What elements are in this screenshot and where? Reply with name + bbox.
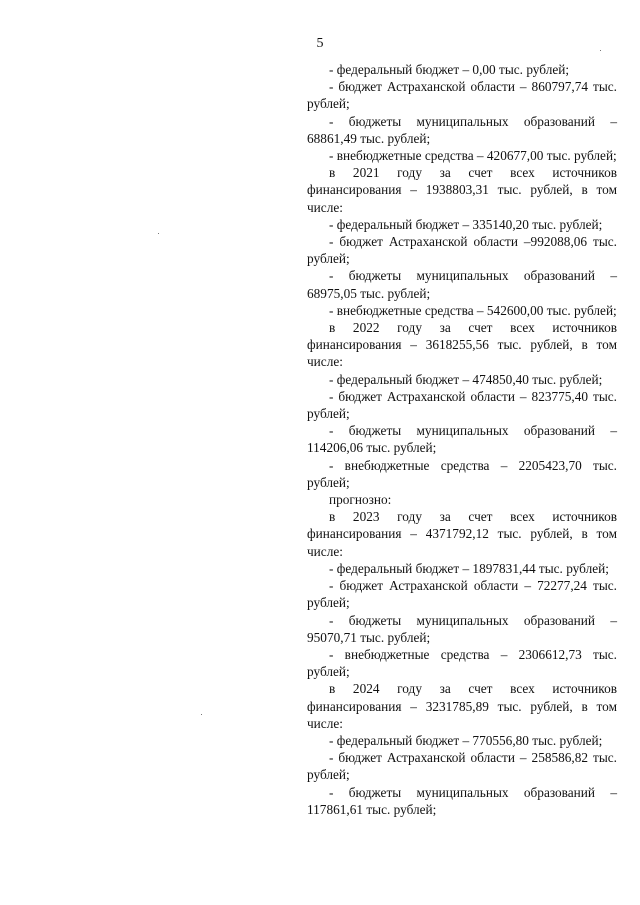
paragraph: - федеральный бюджет – 770556,80 тыс. рублей; [329,732,603,748]
paragraph: - бюджеты муниципальных образований – 68975,05 тыс. рублей; [307,268,617,301]
scan-speck [158,233,159,234]
page-number: 5 [316,36,324,51]
paragraph: - федеральный бюджет – 1897831,44 тыс. рублей; [329,560,609,576]
paragraph: - федеральный бюджет – 474850,40 тыс. рублей; [329,371,603,387]
paragraph: - федеральный бюджет – 335140,20 тыс. рублей; [329,216,603,232]
paragraph: - бюджет Астраханской области – 823775,40 тыс. рублей; [307,388,617,422]
paragraph: - внебюджетные средства – 542600,00 тыс. рублей; [329,302,617,318]
paragraph: - бюджет Астраханской области – 860797,74 тыс. рублей; [307,79,617,112]
paragraph: в 2023 году за счет всех источников финансирования – 4371792,12 тыс. рублей, в том числе: [307,509,617,559]
paragraph: в 2024 году за счет всех источников финансирования – 3231785,89 тыс. рублей, в том числе: [307,681,617,731]
paragraph: - федеральный бюджет – 0,00 тыс. рублей; [329,62,570,77]
paragraph: в 2022 году за счет всех источников финансирования – 3618255,56 тыс. рублей, в том числе: [307,320,617,370]
paragraph: - бюджеты муниципальных образований – 95070,71 тыс. рублей; [307,612,617,645]
paragraph: - бюджеты муниципальных образований – 114206,06 тыс. рублей; [307,423,617,456]
paragraph: - внебюджетные средства – 2205423,70 тыс. рублей; [307,457,617,490]
paragraph: - бюджет Астраханской области –992088,06 тыс. рублей; [307,234,617,267]
paragraph: - бюджеты муниципальных образований – 117861,61 тыс. рублей; [307,784,617,817]
paragraph: - внебюджетные средства – 420677,00 тыс. рублей; [329,148,617,164]
scan-speck [600,50,601,51]
paragraph: - бюджеты муниципальных образований – 68861,49 тыс. рублей; [307,113,617,146]
scan-speck [201,714,202,715]
paragraph: - бюджет Астраханской области – 258586,82 тыс. рублей; [307,750,617,783]
text-body [307,61,617,818]
paragraph: - бюджет Астраханской области – 72277,24 тыс. рублей; [307,578,617,611]
paragraph: - внебюджетные средства – 2306612,73 тыс. рублей; [307,646,617,680]
paragraph: прогнозно: [329,492,392,508]
paragraph: в 2021 году за счет всех источников финансирования – 1938803,31 тыс. рублей, в том числе: [307,165,617,215]
